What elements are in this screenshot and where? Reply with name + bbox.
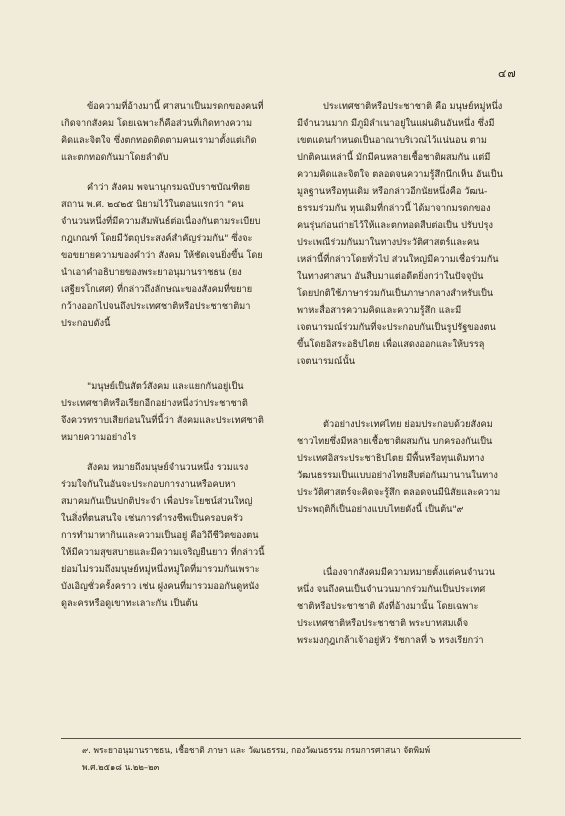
text-line: หมายความอย่างไร xyxy=(61,432,137,443)
text-line: ประเทศชาติหรือประชาชาติ พระบาทสมเด็จ xyxy=(297,618,469,629)
text-line: เขตแดนกำหนดเป็นอาณาบริเวณไว้แน่นอน ตาม xyxy=(297,135,487,146)
text-line: เหล่านี้ที่กล่าวโดยทั่วไป ส่วนใหญ่มีความเชื่อร่วมกัน xyxy=(297,254,499,265)
text-line: เกิดจากสังคม โดยเฉพาะก็คือส่วนที่เกิดทางความ xyxy=(61,118,253,129)
text-line: เจตนารมณ์นั้น xyxy=(297,356,356,367)
text-line: ปกติคนเหล่านี้ มักมีคนหลายเชื้อชาติผสมกัน แต่มี xyxy=(297,152,491,163)
text-line: ประพฤติก็เป็นอย่างแบบไทยดังนี้ เป็นต้น"๙ xyxy=(297,504,464,515)
text-line: "มนุษย์เป็นสัตว์สังคม และแยกกันอยู่เป็น xyxy=(87,381,244,392)
text-line: สมาคมกันเป็นปกติประจำ เพื่อประโยชน์ส่วนใหญ่ xyxy=(61,496,253,507)
text-line: ความคิดและจิตใจ ตลอดจนความรู้สึกนึกเห็น อันเป็น xyxy=(297,169,503,180)
text-line: ขึ้นโดยอิสระอธิปไตย เพื่อแสดงออกและให้บรรลุ xyxy=(297,339,485,350)
text-line: ดูละครหรือดูเขาทะเลาะกัน เป็นต้น xyxy=(61,598,198,609)
text-line: ประเทศชาติหรือประชาชาติ คือ มนุษย์หมู่หนึ่ง xyxy=(323,101,503,112)
text-line: ย่อมไม่รวมถึงมนุษย์หมู่หนึ่งหมู่ใดที่มารวมกันเพราะ xyxy=(61,564,260,575)
text-line: นำเอาคำอธิบายของพระยาอนุมานราชธน (ยง xyxy=(61,267,242,278)
text-line: ประวัติศาสตร์จะคิดจะรู้สึก ตลอดจนมีนิสัยและความ xyxy=(297,487,501,498)
footnote xyxy=(82,742,522,776)
paragraph-quote-opening xyxy=(61,378,283,446)
text-line: ในสิ่งที่ตนสนใจ เช่นการดำรงชีพเป็นครอบครัว xyxy=(61,513,243,524)
text-line: กว้างออกไปจนถึงประเทศชาติหรือประชาชาติมา xyxy=(61,301,251,312)
text-line: ประเทศอิสระประชาธิปไตย มีพื้นหรือทุนเดิมทาง xyxy=(297,453,485,464)
text-line: จึงควรทราบเสียก่อนในที่นี้ว่า สังคมและประเทศชาติ xyxy=(61,415,264,426)
text-line: เจตนารมณ์ร่วมกันที่จะประกอบกันเป็นรูปรัฐของตน xyxy=(297,322,496,333)
left-column xyxy=(61,98,283,612)
text-line: ชาวไทยซึ่งมีหลายเชื้อชาติผสมกัน บกครองกันเป็น xyxy=(297,436,493,447)
text-line: เสฐียรโกเศศ) ที่กล่าวถึงลักษณะของสังคมที่ขยาย xyxy=(61,284,253,295)
text-line: ชาติหรือประชาชาติ ดังที่อ้างมานั้น โดยเฉพาะ xyxy=(297,601,479,612)
text-line: วัฒนธรรมเป็นแบบอย่างไทยสืบต่อกันมานานในทาง xyxy=(297,470,498,481)
footnote-line: ๙. พระยาอนุมานราชธน, เชื้อชาติ ภาษา และ วัฒนธรรม, กองวัฒนธรรม กรมการศาสนา จัดพิมพ์ xyxy=(82,745,431,755)
text-line: ขอขยายความของคำว่า สังคม ให้ชัดเจนยิ่งขึ้น โดย xyxy=(61,250,263,261)
text-line: จำนวนหนึ่งที่มีความสัมพันธ์ต่อเนื่องกันตามระเบียบ xyxy=(61,216,261,227)
text-line: สถาน พ.ศ. ๒๔๒๕ นิยามไว้ในตอนแรกว่า "คน xyxy=(61,199,244,210)
text-line: ประกอบดังนี้ xyxy=(61,318,111,329)
text-line: ประเพณีร่วมกันมาในทางประวัติศาสตร์และคน xyxy=(297,237,480,248)
text-line: การทำมาหากินและความเป็นอยู่ คือวิถีชีวิตของตน xyxy=(61,530,259,541)
text-line: ประเทศชาติหรือเรียกอีกอย่างหนึ่งว่าประชาชาติ xyxy=(61,398,248,409)
text-line: กฎเกณฑ์ โดยมีวัตถุประสงค์สำคัญร่วมกัน" ซึ่งจะ xyxy=(61,233,253,244)
text-line: ในทางศาสนา อันสืบมาแต่อดีตยิ่งกว่าในปัจจุบัน xyxy=(297,271,484,282)
paragraph-society-to-nation xyxy=(297,564,521,649)
right-column xyxy=(297,98,521,649)
text-line: ธรรมร่วมกัน ทุนเดิมที่กล่าวนี้ ได้มาจากมรดกของ xyxy=(297,203,491,214)
footnote-divider xyxy=(61,738,521,739)
text-line: มีจำนวนมาก มีภูมิลำเนาอยู่ในแผ่นดินอันหนึ่ง ซึ่งมี xyxy=(297,118,495,129)
paragraph-thailand-example xyxy=(297,416,521,518)
text-line: ตัวอย่างประเทศไทย ย่อมประกอบด้วยสังคม xyxy=(323,419,493,430)
page-number: ๔๗ xyxy=(498,67,517,80)
paragraph-religion-heritage xyxy=(61,98,283,166)
text-line: และตกทอดกันมาโดยลำดับ xyxy=(61,152,169,163)
text-line: ให้มีความสุขสบายและมีความเจริญยืนยาว ที่กล่าวนี้ xyxy=(61,547,265,558)
text-line: เนื่องจากสังคมมีความหมายตั้งแต่คนจำนวน xyxy=(323,567,496,578)
paragraph-society-meaning xyxy=(61,459,283,612)
text-line: ข้อความที่อ้างมานี้ ศาสนาเป็นมรดกของคนที่ xyxy=(87,101,264,112)
text-line: มูลฐานหรือทุนเดิม หรือกล่าวอีกนัยหนึ่งคือ วัฒน- xyxy=(297,186,488,197)
text-line: คนรุ่นก่อนถ่ายไว้ให้และตกทอดสืบต่อเป็น ปรับปรุง xyxy=(297,220,493,231)
text-line: คำว่า สังคม พจนานุกรมฉบับราชบัณฑิตย xyxy=(87,182,251,193)
text-line: บังเอิญชั่วครั้งคราว เช่น ฝูงคนที่มารวมออกันดูหนัง xyxy=(61,581,260,592)
text-line: พระมงกุฎเกล้าเจ้าอยู่หัว รัชกาลที่ ๖ ทรงเรียกว่า xyxy=(297,635,484,646)
text-line: พาหะสื่อสารความคิดและความรู้สึก และมี xyxy=(297,305,462,316)
paragraph-nation-definition xyxy=(297,98,521,370)
paragraph-society-definition xyxy=(61,179,283,332)
text-line: คิดและจิตใจ ซึ่งตกทอดติดตามคนเรามาตั้งแต่เกิด xyxy=(61,135,257,146)
footnote-line: พ.ศ.๒๕๑๘ น.๒๒–๒๓ xyxy=(82,762,160,772)
text-line: ร่วมใจกันในอันจะประกอบการงานหรือคบหา xyxy=(61,479,236,490)
text-line: สังคม หมายถึงมนุษย์จำนวนหนึ่ง รวมแรง xyxy=(87,462,249,473)
text-line: หนึ่ง จนถึงคนเป็นจำนวนมากร่วมกันเป็นประเทศ xyxy=(297,584,486,595)
text-line: โดยปกติใช้ภาษาร่วมกันเป็นภาษากลางสำหรับเป็น xyxy=(297,288,494,299)
